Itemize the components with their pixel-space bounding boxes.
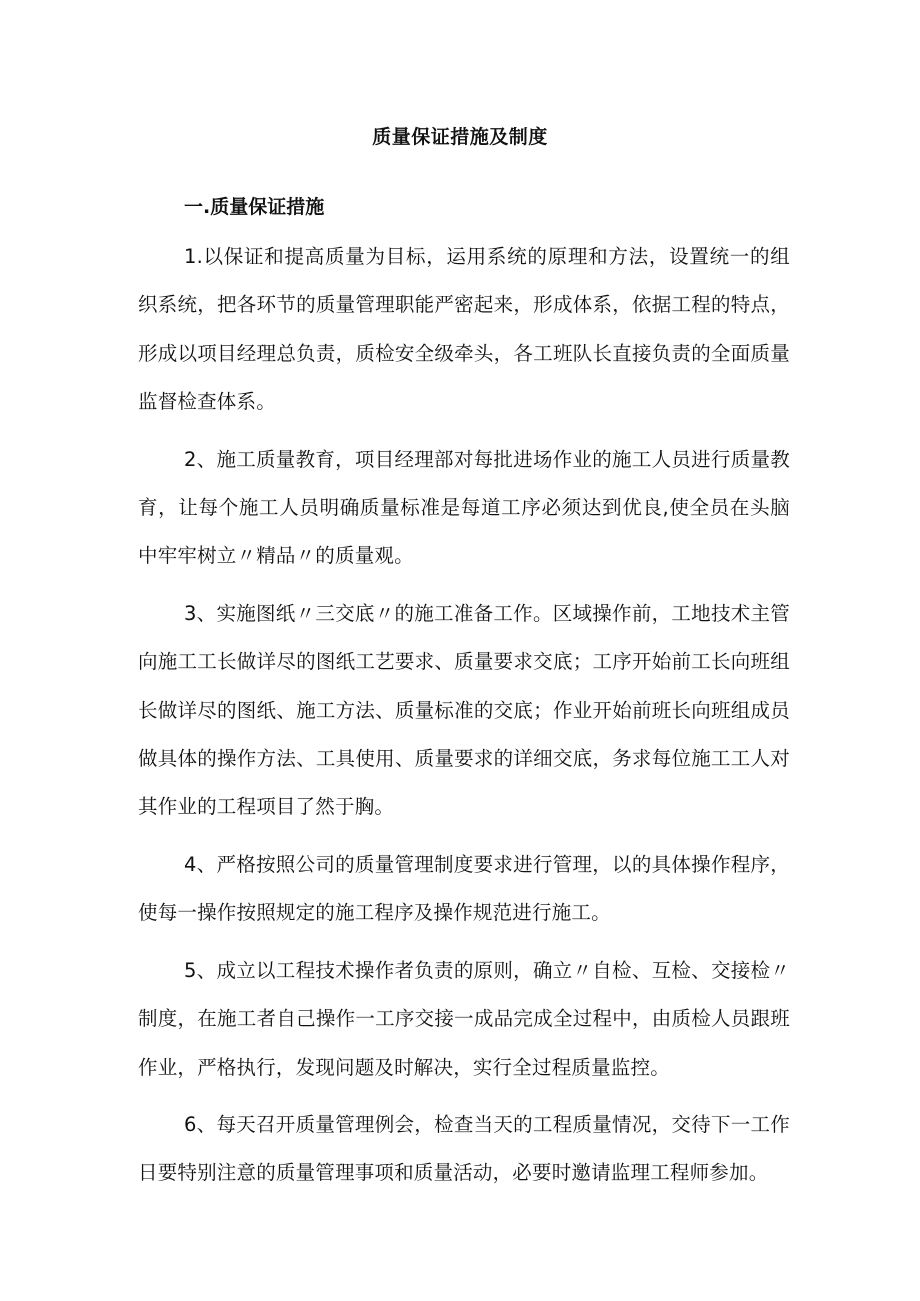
paragraph-3: 3、实施图纸〃三交底〃的施工准备工作。区域操作前，工地技术主管向施工工长做详尽的图纸工艺要求、质量要求交底；工序开始前工长向班组长做详尽的图纸、施工方法、质量标准的交底；作业开始前班长向班组成员做具体的操作方法、工具使用、质量要求的详细交底，务求每位施工工人对其作业的工程项目了然于胸。 [138,601,790,819]
paragraph-4: 4、严格按照公司的质量管理制度要求进行管理，以的具体操作程序，使每一操作按照规定的施工程序及操作规范进行施工。 [138,852,790,925]
paragraph-1: 1.以保证和提高质量为目标，运用系统的原理和方法，设置统一的组织系统，把各环节的质量管理职能严密起来，形成体系，依据工程的特点，形成以项目经理总负责，质检安全级牵头，各工班队长直接负责的全面质量监督检查体系。 [138,245,790,414]
document-title: 质量保证措施及制度 [372,126,548,148]
paragraph-6: 6、每天召开质量管理例会，检查当天的工程质量情况，交待下一工作日要特别注意的质量管理事项和质量活动，必要时邀请监理工程师参加。 [138,1112,790,1185]
paragraph-2: 2、施工质量教育，项目经理部对每批进场作业的施工人员进行质量教育，让每个施工人员明确质量标准是每道工序必须达到优良,使全员在头脑中牢牢树立〃精品〃的质量观。 [138,447,790,568]
section-heading: 一.质量保证措施 [184,196,325,218]
document-body [138,233,790,1207]
paragraph-5: 5、成立以工程技术操作者负责的原则，确立〃自检、互检、交接检〃制度，在施工者自己操作一工序交接一成品完成全过程中，由质检人员跟班作业，严格执行，发现问题及时解决，实行全过程质量监控。 [138,958,790,1079]
